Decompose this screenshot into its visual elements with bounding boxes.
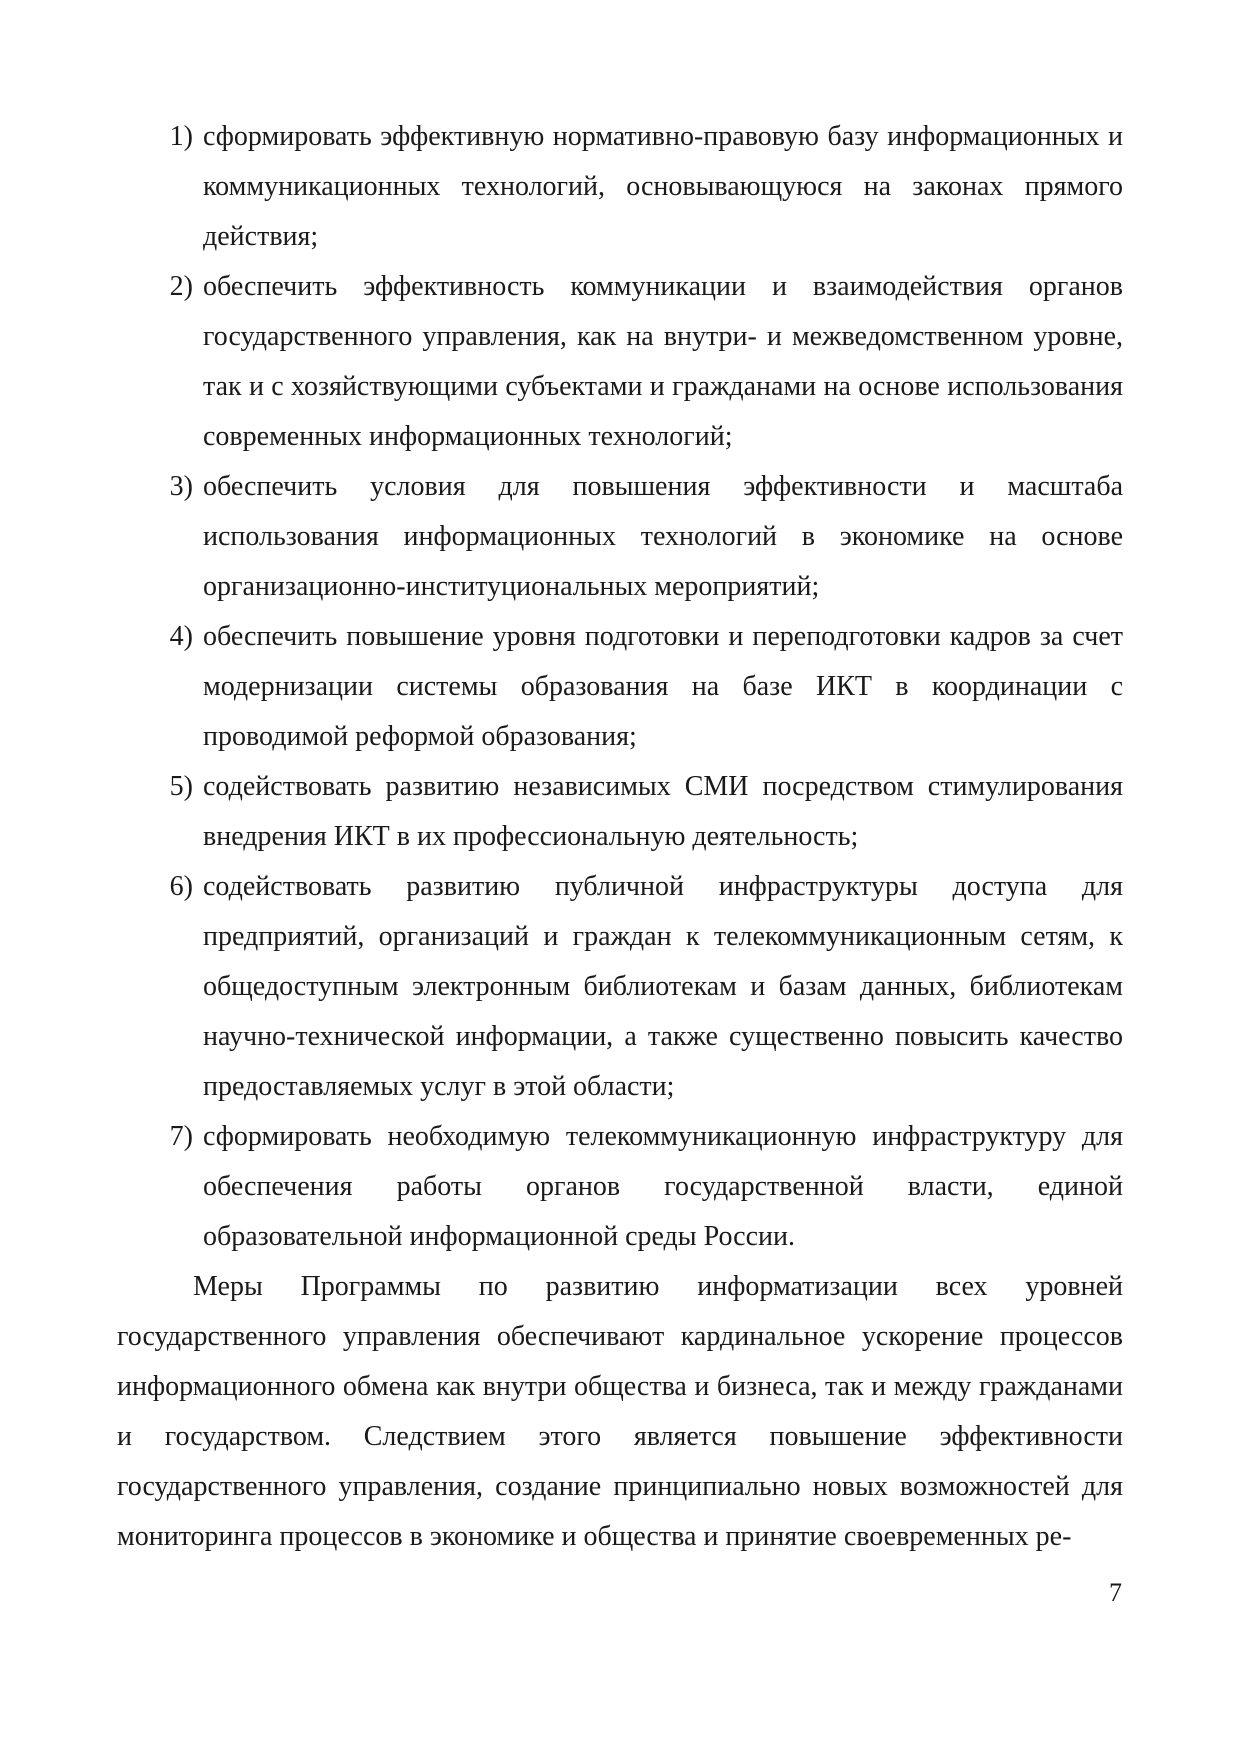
page-content [117, 112, 1123, 1562]
list-item-text: содействовать развитию публичной инфраструктуры доступа для предприятий, организаций и граждан к телекоммуникационным сетям, к общедоступным электронным библиотекам и базам данных, библиотекам научно-технической информации, а также существенно повысить качество предоставляемых услуг в этой области; [203, 871, 1123, 1102]
list-item-number: 3) [169, 471, 193, 502]
list-item-number: 1) [169, 121, 193, 152]
list-item-text: содействовать развитию независимых СМИ посредством стимулирования внедрения ИКТ в их профессиональную деятельность; [203, 771, 1123, 852]
list-item [117, 462, 1123, 612]
list-item [117, 262, 1123, 462]
list-item [117, 1112, 1123, 1262]
list-item-number: 2) [169, 271, 193, 302]
list-item-text: обеспечить условия для повышения эффективности и масштаба использования информационных технологий в экономике на основе организационно-институциональных мероприятий; [203, 471, 1123, 602]
body-paragraph: Меры Программы по развитию информатизации всех уровней государственного управления обеспечивают кардинальное ускорение процессов информационного обмена как внутри общества и бизнеса, так и между гражданами и государством. Следствием этого является повышение эффективности государственного управления, создание принципиально новых возможностей для мониторинга процессов в экономике и общества и принятие своевременных ре- [117, 1271, 1123, 1552]
list-item [117, 862, 1123, 1112]
page-number: 7 [1109, 1578, 1122, 1607]
list-item-number: 4) [169, 621, 193, 652]
list-item [117, 612, 1123, 762]
list-item [117, 762, 1123, 862]
list-item-text: обеспечить повышение уровня подготовки и переподготовки кадров за счет модернизации системы образования на базе ИКТ в координации с проводимой реформой образования; [203, 621, 1123, 752]
list-item-number: 6) [169, 871, 193, 902]
list-item-text: обеспечить эффективность коммуникации и взаимодействия органов государственного управления, как на внутри- и межведомственном уровне, так и с хозяйствующими субъектами и гражданами на основе использования современных информационных технологий; [203, 271, 1123, 452]
list-item-text: сформировать эффективную нормативно-правовую базу информационных и коммуникационных технологий, основывающуюся на законах прямого действия; [203, 121, 1123, 252]
list-item [117, 112, 1123, 262]
list-item-number: 5) [169, 771, 193, 802]
list-item-number: 7) [169, 1121, 193, 1152]
list-item-text: сформировать необходимую телекоммуникационную инфраструктуру для обеспечения работы органов государственной власти, единой образовательной информационной среды России. [203, 1121, 1123, 1252]
numbered-list [117, 112, 1123, 1262]
